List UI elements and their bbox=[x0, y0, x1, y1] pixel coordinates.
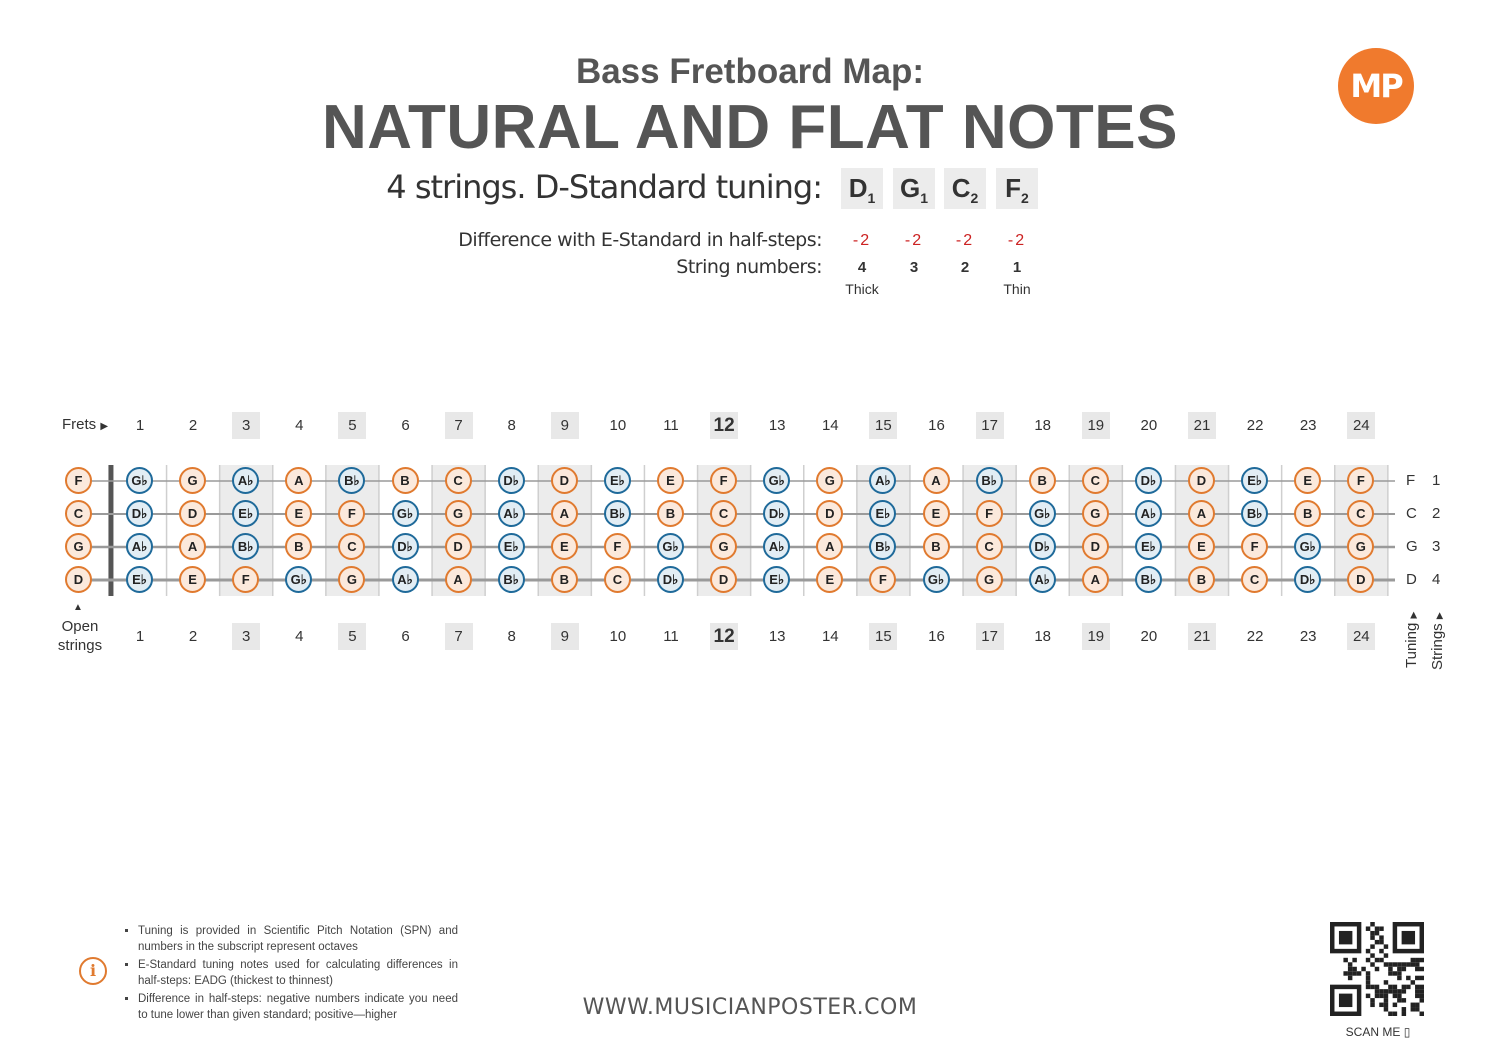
fret-number: 13 bbox=[768, 628, 786, 645]
natural-note-dot: E bbox=[657, 467, 684, 494]
natural-note-dot: D bbox=[65, 566, 92, 593]
natural-note-dot: B bbox=[551, 566, 578, 593]
diff-value: -2 bbox=[1007, 232, 1027, 249]
tuning-note-3: $C_2$ bbox=[944, 168, 986, 209]
arrow-right-icon: ▶ bbox=[1434, 612, 1444, 620]
tuning-note-4: $F_2$ bbox=[996, 168, 1038, 209]
fret-number: 9 bbox=[551, 412, 579, 439]
natural-note-dot: A bbox=[179, 533, 206, 560]
fret-number: 24 bbox=[1347, 412, 1375, 439]
natural-note-dot: A bbox=[816, 533, 843, 560]
flat-note-dot: E♭ bbox=[604, 467, 631, 494]
string-number: 3 bbox=[909, 259, 919, 276]
natural-note-dot: A bbox=[445, 566, 472, 593]
thick-label: Thick bbox=[845, 281, 879, 297]
fret-number: 8 bbox=[507, 417, 516, 434]
fret-number: 16 bbox=[928, 417, 945, 434]
tuning-note-2: $G_1$ bbox=[893, 168, 935, 209]
fret-number: 10 bbox=[609, 417, 627, 434]
fret-number: 6 bbox=[401, 628, 410, 645]
natural-note-dot: F bbox=[338, 500, 365, 527]
thin-label: Thin bbox=[1003, 281, 1031, 297]
diff-label: Difference with E-Standard in half-steps: bbox=[458, 229, 822, 251]
flat-note-dot: D♭ bbox=[1294, 566, 1321, 593]
natural-note-dot: B bbox=[657, 500, 684, 527]
natural-note-dot: A bbox=[923, 467, 950, 494]
natural-note-dot: F bbox=[1347, 467, 1374, 494]
fret-number: 3 bbox=[232, 623, 260, 650]
natural-note-dot: F bbox=[869, 566, 896, 593]
flat-note-dot: A♭ bbox=[392, 566, 419, 593]
fret-number: 2 bbox=[188, 628, 198, 645]
fret-number: 4 bbox=[295, 628, 304, 645]
natural-note-dot: C bbox=[604, 566, 631, 593]
flat-note-dot: B♭ bbox=[498, 566, 525, 593]
fret-number: 15 bbox=[869, 412, 897, 439]
flat-note-dot: A♭ bbox=[232, 467, 259, 494]
fret-number: 6 bbox=[401, 417, 410, 434]
fret-number: 16 bbox=[928, 628, 945, 645]
natural-note-dot: A bbox=[1082, 566, 1109, 593]
natural-note-dot: B bbox=[285, 533, 312, 560]
natural-note-dot: C bbox=[338, 533, 365, 560]
fret-number: 8 bbox=[507, 628, 516, 645]
phone-icon: ▯ bbox=[1403, 1025, 1411, 1039]
string-number: 2 bbox=[960, 259, 970, 276]
flat-note-dot: G♭ bbox=[923, 566, 950, 593]
flat-note-dot: E♭ bbox=[763, 566, 790, 593]
fret-number: 21 bbox=[1188, 623, 1216, 650]
flat-note-dot: A♭ bbox=[498, 500, 525, 527]
flat-note-dot: A♭ bbox=[1135, 500, 1162, 527]
fret-number: 15 bbox=[869, 623, 897, 650]
natural-note-dot: E bbox=[285, 500, 312, 527]
string-numbers-label: String numbers: bbox=[676, 256, 822, 278]
flat-note-dot: E♭ bbox=[1135, 533, 1162, 560]
flat-note-dot: D♭ bbox=[126, 500, 153, 527]
natural-note-dot: C bbox=[1241, 566, 1268, 593]
arrow-up-icon: ▲ bbox=[73, 602, 83, 613]
fret-number: 24 bbox=[1347, 623, 1375, 650]
arrow-right-icon: ▶ bbox=[100, 421, 109, 432]
fret-number: 19 bbox=[1082, 623, 1110, 650]
natural-note-dot: D bbox=[1188, 467, 1215, 494]
fret-number: 17 bbox=[976, 623, 1004, 650]
flat-note-dot: G♭ bbox=[1294, 533, 1321, 560]
scan-me-label: SCAN ME ▯ bbox=[1345, 1025, 1411, 1039]
natural-note-dot: C bbox=[65, 500, 92, 527]
flat-note-dot: B♭ bbox=[604, 500, 631, 527]
natural-note-dot: D bbox=[710, 566, 737, 593]
flat-note-dot: D♭ bbox=[1029, 533, 1056, 560]
natural-note-dot: B bbox=[392, 467, 419, 494]
flat-note-dot: B♭ bbox=[976, 467, 1003, 494]
strings-side-label: Strings ▶ bbox=[1429, 612, 1446, 670]
fret-number: 10 bbox=[609, 628, 627, 645]
natural-note-dot: C bbox=[1082, 467, 1109, 494]
natural-note-dot: F bbox=[1241, 533, 1268, 560]
fret-number: 20 bbox=[1140, 628, 1158, 645]
flat-note-dot: B♭ bbox=[1135, 566, 1162, 593]
natural-note-dot: G bbox=[445, 500, 472, 527]
flat-note-dot: D♭ bbox=[1135, 467, 1162, 494]
fret-number: 18 bbox=[1034, 628, 1052, 645]
fret-number: 1 bbox=[135, 417, 145, 434]
natural-note-dot: C bbox=[976, 533, 1003, 560]
fret-number: 4 bbox=[295, 417, 304, 434]
natural-note-dot: B bbox=[1029, 467, 1056, 494]
natural-note-dot: G bbox=[1082, 500, 1109, 527]
arrow-right-icon: ▶ bbox=[1408, 611, 1418, 619]
tuning-label: 4 strings. D-Standard tuning: bbox=[386, 168, 822, 206]
flat-note-dot: D♭ bbox=[763, 500, 790, 527]
fret-number: 14 bbox=[821, 628, 839, 645]
diff-value: -2 bbox=[904, 232, 924, 249]
frets-label: Frets ▶ bbox=[62, 416, 109, 433]
natural-note-dot: G bbox=[65, 533, 92, 560]
fret-number: 12 bbox=[710, 412, 738, 439]
string-tuning-label: G bbox=[1406, 538, 1418, 555]
flat-note-dot: D♭ bbox=[498, 467, 525, 494]
flat-note-dot: G♭ bbox=[285, 566, 312, 593]
string-number: 4 bbox=[857, 259, 867, 276]
flat-note-dot: E♭ bbox=[869, 500, 896, 527]
flat-note-dot: B♭ bbox=[232, 533, 259, 560]
natural-note-dot: G bbox=[338, 566, 365, 593]
natural-note-dot: E bbox=[816, 566, 843, 593]
fret-number: 5 bbox=[338, 412, 366, 439]
natural-note-dot: F bbox=[232, 566, 259, 593]
natural-note-dot: A bbox=[1188, 500, 1215, 527]
fret-number: 23 bbox=[1299, 628, 1317, 645]
footnote: ▪ E-Standard tuning notes used for calculating differences in half-steps: EADG (thickest to thinnest) bbox=[138, 957, 458, 989]
fret-number: 11 bbox=[663, 628, 679, 645]
natural-note-dot: E bbox=[1188, 533, 1215, 560]
flat-note-dot: D♭ bbox=[657, 566, 684, 593]
fret-number: 19 bbox=[1082, 412, 1110, 439]
info-icon: i bbox=[79, 957, 107, 985]
natural-note-dot: C bbox=[710, 500, 737, 527]
flat-note-dot: A♭ bbox=[869, 467, 896, 494]
natural-note-dot: C bbox=[445, 467, 472, 494]
footnote: ▪ Tuning is provided in Scientific Pitch Notation (SPN) and numbers in the subscript represent octaves bbox=[138, 923, 458, 955]
string-number-label: 1 bbox=[1432, 472, 1441, 489]
natural-note-dot: A bbox=[551, 500, 578, 527]
fret-number: 5 bbox=[338, 623, 366, 650]
flat-note-dot: G♭ bbox=[126, 467, 153, 494]
fret-number: 21 bbox=[1188, 412, 1216, 439]
fret-number: 2 bbox=[188, 417, 198, 434]
brand-logo[interactable]: MP bbox=[1338, 48, 1414, 124]
natural-note-dot: G bbox=[710, 533, 737, 560]
natural-note-dot: G bbox=[816, 467, 843, 494]
qr-code-icon[interactable] bbox=[1330, 922, 1424, 1016]
fret-number: 17 bbox=[976, 412, 1004, 439]
flat-note-dot: E♭ bbox=[498, 533, 525, 560]
natural-note-dot: E bbox=[1294, 467, 1321, 494]
natural-note-dot: B bbox=[1188, 566, 1215, 593]
natural-note-dot: G bbox=[976, 566, 1003, 593]
flat-note-dot: A♭ bbox=[126, 533, 153, 560]
fret-number: 12 bbox=[710, 623, 738, 650]
string-number: 1 bbox=[1012, 259, 1022, 276]
fret-number: 22 bbox=[1246, 417, 1264, 434]
flat-note-dot: G♭ bbox=[763, 467, 790, 494]
flat-note-dot: B♭ bbox=[1241, 500, 1268, 527]
flat-note-dot: G♭ bbox=[657, 533, 684, 560]
flat-note-dot: G♭ bbox=[392, 500, 419, 527]
natural-note-dot: C bbox=[1347, 500, 1374, 527]
string-tuning-label: F bbox=[1406, 472, 1416, 489]
natural-note-dot: F bbox=[65, 467, 92, 494]
flat-note-dot: E♭ bbox=[232, 500, 259, 527]
flat-note-dot: B♭ bbox=[338, 467, 365, 494]
fret-number: 1 bbox=[135, 628, 145, 645]
fret-number: 20 bbox=[1140, 417, 1158, 434]
natural-note-dot: E bbox=[179, 566, 206, 593]
natural-note-dot: F bbox=[976, 500, 1003, 527]
fret-number: 7 bbox=[445, 623, 473, 650]
fret-number: 18 bbox=[1034, 417, 1052, 434]
natural-note-dot: D bbox=[179, 500, 206, 527]
string-number-label: 3 bbox=[1432, 538, 1441, 555]
fret-number: 13 bbox=[768, 417, 786, 434]
tuning-note-1: $D_1$ bbox=[841, 168, 883, 209]
poster-title: NATURAL AND FLAT NOTES bbox=[322, 93, 1178, 162]
flat-note-dot: D♭ bbox=[392, 533, 419, 560]
open-strings-label: Open strings bbox=[57, 618, 103, 654]
natural-note-dot: E bbox=[551, 533, 578, 560]
fret-number: 14 bbox=[821, 417, 839, 434]
natural-note-dot: A bbox=[285, 467, 312, 494]
natural-note-dot: D bbox=[1082, 533, 1109, 560]
natural-note-dot: E bbox=[923, 500, 950, 527]
website-link[interactable]: WWW.MUSICIANPOSTER.COM bbox=[582, 995, 918, 1020]
natural-note-dot: G bbox=[179, 467, 206, 494]
fret-number: 23 bbox=[1299, 417, 1317, 434]
natural-note-dot: D bbox=[816, 500, 843, 527]
string-number-label: 4 bbox=[1432, 571, 1441, 588]
poster-subtitle: Bass Fretboard Map: bbox=[575, 52, 925, 91]
string-tuning-label: C bbox=[1406, 505, 1417, 522]
diff-value: -2 bbox=[955, 232, 975, 249]
natural-note-dot: F bbox=[604, 533, 631, 560]
footnote: ▪ Difference in half-steps: negative numbers indicate you need to tune lower than given standard; positive—higher bbox=[138, 991, 458, 1023]
natural-note-dot: B bbox=[923, 533, 950, 560]
flat-note-dot: A♭ bbox=[763, 533, 790, 560]
flat-note-dot: B♭ bbox=[869, 533, 896, 560]
natural-note-dot: D bbox=[551, 467, 578, 494]
fret-number: 11 bbox=[663, 417, 679, 434]
fret-number: 9 bbox=[551, 623, 579, 650]
flat-note-dot: E♭ bbox=[126, 566, 153, 593]
fret-number: 22 bbox=[1246, 628, 1264, 645]
flat-note-dot: E♭ bbox=[1241, 467, 1268, 494]
fret-number: 7 bbox=[445, 412, 473, 439]
diff-value: -2 bbox=[852, 232, 872, 249]
note-dots bbox=[55, 450, 1395, 610]
natural-note-dot: D bbox=[1347, 566, 1374, 593]
fret-number: 3 bbox=[232, 412, 260, 439]
flat-note-dot: G♭ bbox=[1029, 500, 1056, 527]
natural-note-dot: G bbox=[1347, 533, 1374, 560]
natural-note-dot: D bbox=[445, 533, 472, 560]
natural-note-dot: F bbox=[710, 467, 737, 494]
tuning-side-label: Tuning ▶ bbox=[1403, 611, 1420, 668]
natural-note-dot: B bbox=[1294, 500, 1321, 527]
string-number-label: 2 bbox=[1432, 505, 1441, 522]
string-tuning-label: D bbox=[1406, 571, 1417, 588]
flat-note-dot: A♭ bbox=[1029, 566, 1056, 593]
